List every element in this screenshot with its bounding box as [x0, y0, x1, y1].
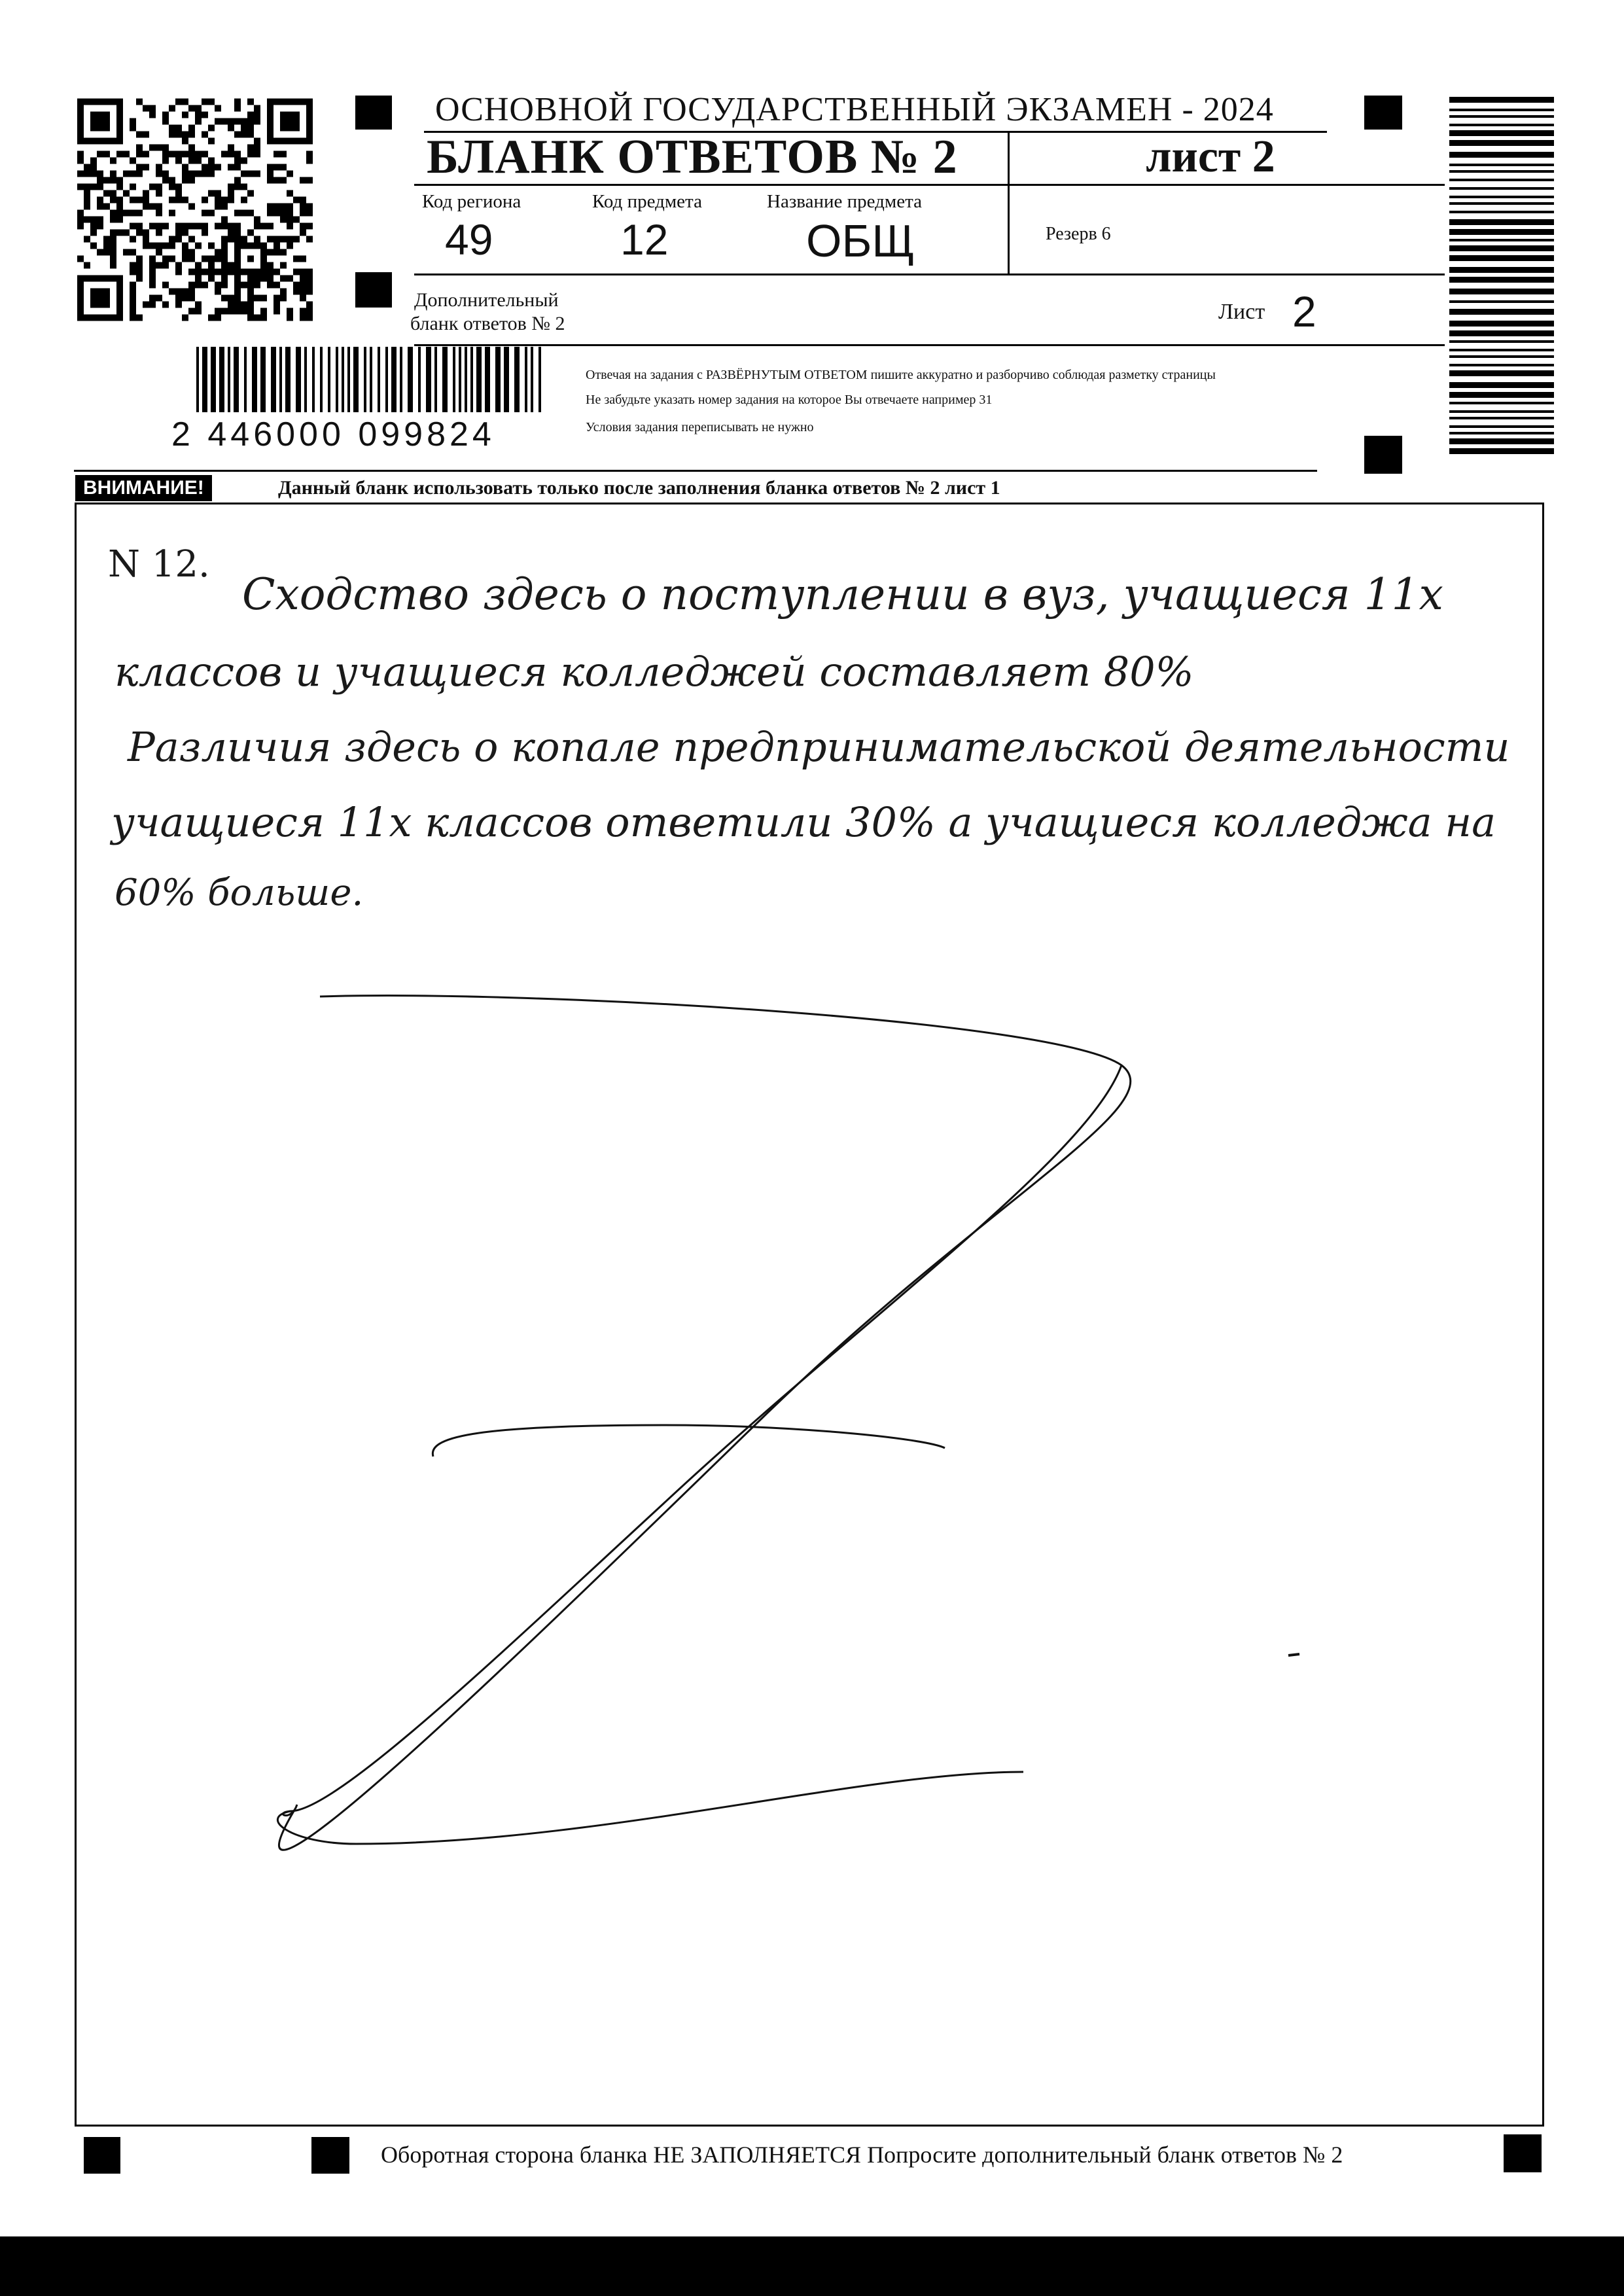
header-rule-1 [414, 184, 1445, 186]
subject-name-value: ОБЩ [806, 215, 915, 266]
form-barcode [196, 347, 543, 412]
instruction-line-3: Условия задания переписывать не нужно [586, 420, 814, 434]
alignment-mark-top-right [1364, 96, 1402, 130]
subject-code-label: Код предмета [592, 191, 702, 212]
header-rule-3 [414, 344, 1445, 346]
sheet-label: лист 2 [1146, 132, 1275, 182]
bottom-black-band [0, 2236, 1624, 2296]
warning-text: Данный бланк использовать только после заполнения бланка ответов № 2 лист 1 [278, 477, 1000, 499]
region-value: 49 [445, 215, 493, 264]
warning-badge: ВНИМАНИЕ! [75, 475, 212, 501]
additional-form-label-1: Дополнительный [414, 289, 559, 311]
alignment-mark-top-left [355, 96, 392, 130]
alignment-mark-bottom-mid [311, 2137, 349, 2174]
alignment-mark-mid-left [355, 272, 392, 308]
alignment-mark-bottom-left [84, 2137, 120, 2174]
subject-name-label: Название предмета [767, 191, 922, 212]
side-barcode [1449, 97, 1554, 457]
answer-line-5: 60% больше. [115, 872, 364, 914]
list-value: 2 [1292, 287, 1316, 336]
answer-line-3: Различия здесь о копале предпринимательской деятельности [128, 723, 1510, 771]
region-label: Код региона [422, 191, 521, 212]
list-label: Лист [1218, 300, 1265, 324]
answer-line-1: Сходство здесь о поступлении в вуз, учащиеся 11х [242, 569, 1443, 620]
alignment-mark-bottom-right [1504, 2134, 1542, 2172]
alignment-mark-right [1364, 436, 1402, 474]
footer-note: Оборотная сторона бланка НЕ ЗАПОЛНЯЕТСЯ Попросите дополнительный бланк ответов № 2 [381, 2142, 1343, 2168]
header-vertical-divider [1008, 131, 1010, 275]
instruction-line-2: Не забудьте указать номер задания на которое Вы отвечаете например 31 [586, 393, 993, 407]
exam-title: ОСНОВНОЙ ГОСУДАРСТВЕННЫЙ ЭКЗАМЕН - 2024 [435, 91, 1274, 128]
answer-line-4: учащиеся 11х классов ответили 30% а учащиеся колледжа на [111, 798, 1496, 846]
qr-code [77, 97, 313, 323]
empty-space-z-strike [75, 503, 1540, 2123]
header-rule-2 [414, 274, 1445, 275]
barcode-number: 2 446000 099824 [171, 415, 495, 453]
instruction-line-1: Отвечая на задания с РАЗВЁРНУТЫМ ОТВЕТОМ пишите аккуратно и разборчиво соблюдая разметку страницы [586, 368, 1216, 382]
subject-code-value: 12 [620, 215, 669, 264]
answer-line-2: классов и учащиеся колледжей составляет 80% [115, 648, 1194, 696]
reserve-label: Резерв 6 [1046, 224, 1111, 244]
qr-code-graphic [77, 97, 313, 323]
form-title: БЛАНК ОТВЕТОВ № 2 [427, 130, 958, 184]
additional-form-label-2: бланк ответов № 2 [410, 313, 565, 334]
task-number: N 12. [108, 543, 210, 586]
warning-top-rule [74, 470, 1317, 472]
